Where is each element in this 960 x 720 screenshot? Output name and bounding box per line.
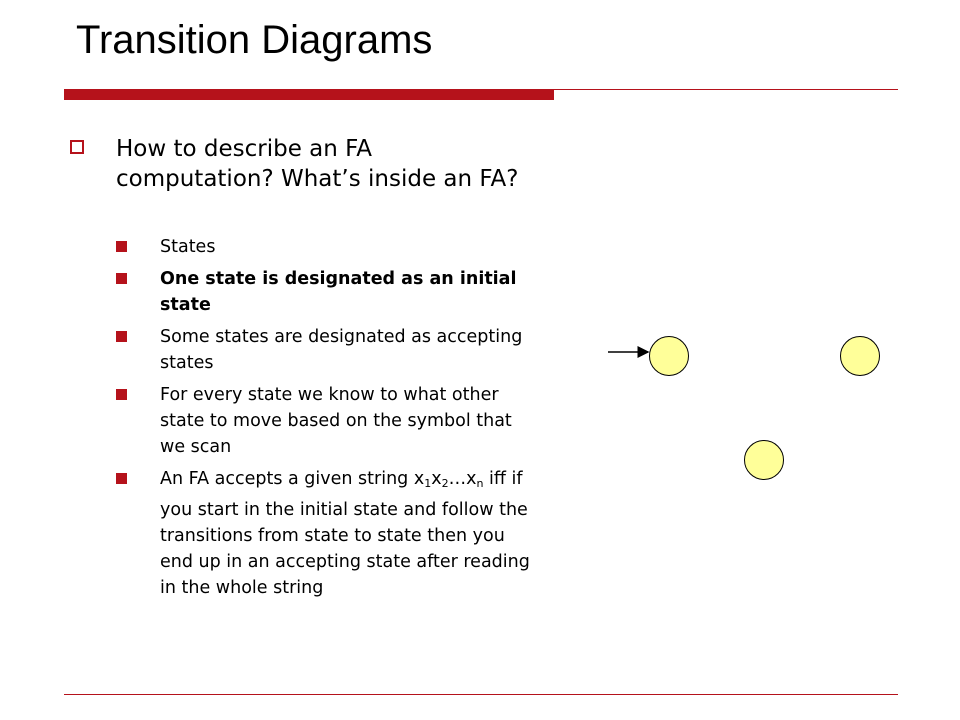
sub-bullet-text: States xyxy=(160,237,216,257)
state-circle-bottom[interactable] xyxy=(745,441,784,480)
state-circle-initial[interactable] xyxy=(650,337,689,376)
sub-bullet-text: Some states are designated as accepting states xyxy=(160,327,523,373)
string-ellipsis-xn: …x xyxy=(448,469,477,489)
string-x1: x xyxy=(413,469,425,489)
accepts-lead: An FA accepts a given string xyxy=(160,469,409,489)
sub-bullet-text: For every state we know to what other state to move based on the symbol that we scan xyxy=(160,385,512,457)
main-bullet-text: How to describe an FA computation? What’s inside an FA? xyxy=(116,136,519,192)
accepts-rest: iff if you start in the initial state and follow the transitions from state to state then you end up in an accepting state after reading in the whole string xyxy=(160,469,530,598)
slide-title: Transition Diagrams xyxy=(76,18,433,62)
string-x1-subscript: 1 xyxy=(424,477,432,490)
string-x2-subscript: 2 xyxy=(441,477,449,490)
state-circle-right[interactable] xyxy=(841,337,880,376)
string-x2: x xyxy=(431,469,442,489)
footer-rule xyxy=(64,694,898,695)
string-xn-subscript: n xyxy=(476,477,484,490)
sub-bullet-text: One state is designated as an initial state xyxy=(160,269,517,315)
